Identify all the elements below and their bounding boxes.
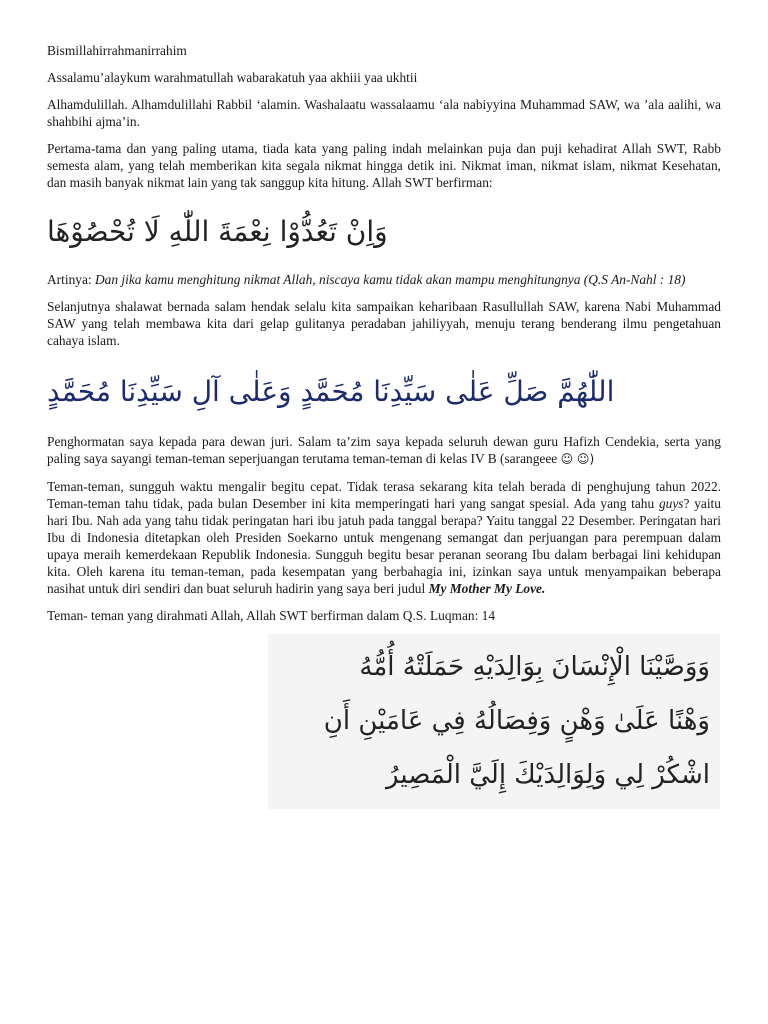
penghormatan-text: Penghormatan saya kepada para dewan juri. Salam ta’zim saya kepada seluruh dewan guru Hafizh Cendekia, serta yang paling saya sayangi teman-teman seperjuangan terutama teman-teman di kelas IV B (sarangeee	[47, 434, 721, 466]
artinya-paragraph	[47, 271, 721, 288]
main-text-1: Teman-teman, sungguh waktu mengalir begitu cepat. Tidak terasa sekarang kita telah berada di penghujung tahun 2022. Teman-teman tahu tidak, pada bulan Desember ini kita memperingati hari yang sangat spesial. Ada yang tahu	[47, 479, 721, 511]
ayah-luqman-arabic	[268, 634, 720, 809]
luqman-line-2: وَهْنًا عَلَىٰ وَهْنٍ وَفِصَالُهُ فِي عَامَيْنِ أَنِ	[323, 705, 710, 736]
nikmat-paragraph: Pertama-tama dan yang paling utama, tiada kata yang paling indah melainkan puja dan puji kehadirat Allah SWT, Rabb semesta alam, yang telah memberikan kita segala nikmat hingga detik ini. Nikmat iman, nikmat islam, nikmat Kesehatan, dan masih banyak nikmat lain yang tak sanggup kita hitung. Allah SWT berfirman:	[47, 141, 721, 190]
luqman-intro: Teman- teman yang dirahmati Allah, Allah SWT berfirman dalam Q.S. Luqman: 14	[47, 608, 496, 623]
luqman-line-1: وَوَصَّيْنَا الْإِنْسَانَ بِوَالِدَيْهِ حَمَلَتْهُ أُمُّهُ	[359, 651, 710, 682]
main-paragraph	[47, 478, 721, 597]
guys-word: guys	[658, 496, 684, 511]
main-text-2: ? yaitu hari Ibu. Nah ada yang tahu tidak peringatan hari ibu jatuh pada tanggal berapa? Yaitu tanggal 22 Desember. Peringatan hari Ibu di Indonesia ditetapkan oleh Presiden Soekarno untuk mengenang semangat dan perjuangan para perempuan dalam upaya meraih kemerdekaan Republik Indonesia. Sungguh begitu besar peranan seorang Ibu dalam berbagai lini kehidupan kita. Oleh karena itu teman-teman, pada kesempatan yang berbahagia ini, izinkan saya untuk menyampaikan beberapa nasihat untuk diri sendiri dan buat seluruh hadirin yang saya beri judul	[47, 496, 721, 596]
speech-title: My Mother My Love.	[428, 581, 546, 596]
penghormatan-paragraph	[47, 433, 721, 468]
ayah-an-nahl-arabic: وَاِنْ تَعُدُّوْا نِعْمَةَ اللّٰهِ لَا تُحْصُوْهَا	[47, 214, 388, 248]
luqman-line-3: اشْكُرْ لِي وَلِوَالِدَيْكَ إِلَيَّ الْمَصِيرُ	[386, 760, 710, 791]
shalawat-paragraph: Selanjutnya shalawat bernada salam hendak selalu kita sampaikan keharibaan Rasullullah SAW, karena Nabi Muhammad SAW yang telah membawa kita dari gelap gulitanya peradaban jahiliyyah, menuju terang benderang ilmu pengetahuan cahaya islam.	[47, 299, 721, 348]
artinya-text: Dan jika kamu menghitung nikmat Allah, niscaya kamu tidak akan mampu menghitungnya (Q.S An-Nahl : 18)	[94, 272, 686, 287]
opening-line: Bismillahirrahmanirrahim	[47, 43, 187, 58]
sholawat-arabic: اللّٰهُمَّ صَلِّ عَلٰى سَيِّدِنَا مُحَمَّدٍ وَعَلٰى آلِ سَيِّدِنَا مُحَمَّدٍ	[47, 374, 615, 408]
salam-line: Assalamu’alaykum warahmatullah wabarakatuh yaa akhiii yaa ukhtii	[47, 70, 418, 85]
document-page	[47, 42, 721, 809]
hamdalah-paragraph: Alhamdulillah. Alhamdulillahi Rabbil ‘alamin. Washalaatu wassalaamu ‘ala nabiyyina Muhammad SAW, wa ’ala aalihi, wa shahbihi ajma’in.	[47, 97, 721, 129]
artinya-label: Artinya:	[47, 272, 92, 287]
smiley-icon: ☺ ☺)	[560, 452, 595, 466]
